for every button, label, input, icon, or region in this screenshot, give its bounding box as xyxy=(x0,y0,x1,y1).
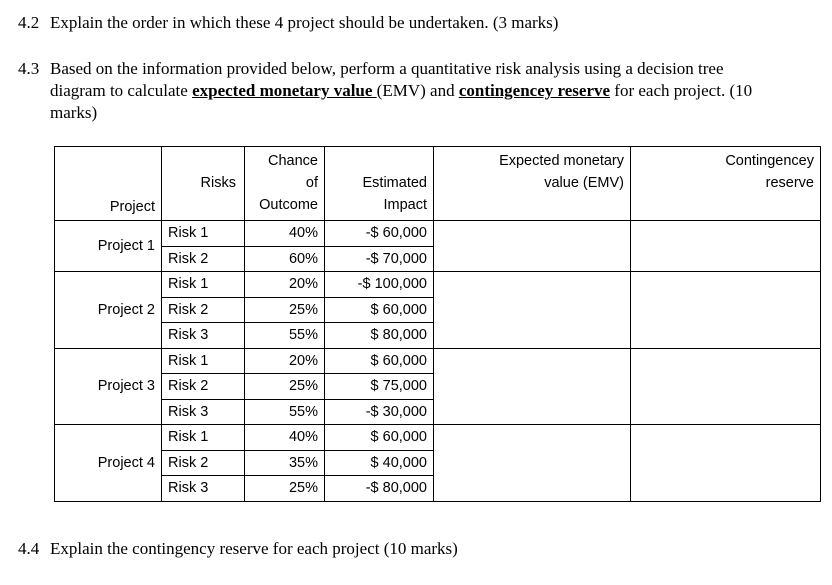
question-number: 4.4 xyxy=(18,539,40,558)
impact-cell: $ 60,000 xyxy=(325,297,434,323)
table-row xyxy=(55,221,821,247)
text-segment: for each project. (10 xyxy=(610,81,753,100)
impact-cell: -$ 80,000 xyxy=(325,476,434,502)
impact-cell: $ 60,000 xyxy=(325,348,434,374)
impact-cell: $ 80,000 xyxy=(325,323,434,349)
impact-cell: -$ 70,000 xyxy=(325,246,434,272)
header-risks xyxy=(162,147,245,221)
chance-cell: 40% xyxy=(245,425,325,451)
emv-input-cell[interactable] xyxy=(434,425,631,502)
project-name-cell: Project 4 xyxy=(55,425,162,502)
impact-cell: $ 75,000 xyxy=(325,374,434,400)
risk-cell: Risk 1 xyxy=(162,425,245,451)
contingency-input-cell[interactable] xyxy=(631,221,821,272)
chance-cell: 20% xyxy=(245,348,325,374)
project-name-cell: Project 2 xyxy=(55,272,162,349)
chance-cell: 25% xyxy=(245,297,325,323)
impact-cell: -$ 100,000 xyxy=(325,272,434,298)
header-impact-line: Impact xyxy=(383,197,427,213)
header-risks-label: Risks xyxy=(200,175,236,191)
header-contingency xyxy=(631,147,821,221)
reserve-term: contingencey reserve xyxy=(458,81,611,100)
header-emv-line: value (EMV) xyxy=(544,175,624,191)
risk-table-body xyxy=(55,221,821,502)
risk-cell: Risk 3 xyxy=(162,399,245,425)
risk-cell: Risk 3 xyxy=(162,323,245,349)
impact-cell: -$ 30,000 xyxy=(325,399,434,425)
contingency-input-cell[interactable] xyxy=(631,425,821,502)
chance-cell: 20% xyxy=(245,272,325,298)
question-text-line-1: Based on the information provided below, perform a quantitative risk analysis using a decision tree xyxy=(50,59,724,78)
question-text-line-3: marks) xyxy=(50,103,98,122)
risk-table xyxy=(54,146,821,502)
risk-cell: Risk 2 xyxy=(162,246,245,272)
table-row xyxy=(55,348,821,374)
emv-input-cell[interactable] xyxy=(434,221,631,272)
table-row xyxy=(55,272,821,298)
contingency-input-cell[interactable] xyxy=(631,272,821,349)
emv-input-cell[interactable] xyxy=(434,348,631,425)
header-contingency-line: reserve xyxy=(765,175,814,191)
emv-term: expected monetary value xyxy=(192,81,377,100)
question-number: 4.2 xyxy=(18,13,40,32)
header-chance xyxy=(245,147,325,221)
emv-input-cell[interactable] xyxy=(434,272,631,349)
header-chance-line: Outcome xyxy=(259,197,318,213)
risk-cell: Risk 2 xyxy=(162,297,245,323)
question-4-4 xyxy=(18,538,458,560)
risk-cell: Risk 1 xyxy=(162,272,245,298)
question-text: Explain the contingency reserve for each project (10 marks) xyxy=(50,539,458,558)
project-name-cell: Project 1 xyxy=(55,221,162,272)
question-4-3 xyxy=(18,58,752,124)
header-emv xyxy=(434,147,631,221)
project-name-cell: Project 3 xyxy=(55,348,162,425)
header-chance-line: Chance xyxy=(268,153,318,169)
header-impact-line: Estimated xyxy=(362,175,427,191)
question-number: 4.3 xyxy=(18,59,40,78)
risk-cell: Risk 2 xyxy=(162,374,245,400)
chance-cell: 35% xyxy=(245,450,325,476)
question-4-2 xyxy=(18,12,558,34)
chance-cell: 55% xyxy=(245,323,325,349)
header-chance-line: of xyxy=(305,175,318,191)
text-segment: diagram to calculate xyxy=(50,81,193,100)
question-text-line-2 xyxy=(18,80,752,102)
risk-cell: Risk 1 xyxy=(162,348,245,374)
risk-cell: Risk 2 xyxy=(162,450,245,476)
question-text: Explain the order in which these 4 project should be undertaken. (3 marks) xyxy=(50,13,559,32)
contingency-input-cell[interactable] xyxy=(631,348,821,425)
table-row xyxy=(55,425,821,451)
risk-cell: Risk 3 xyxy=(162,476,245,502)
impact-cell: -$ 60,000 xyxy=(325,221,434,247)
header-emv-line: Expected monetary xyxy=(499,153,624,169)
chance-cell: 55% xyxy=(245,399,325,425)
chance-cell: 25% xyxy=(245,374,325,400)
text-segment: (EMV) and xyxy=(376,81,459,100)
impact-cell: $ 60,000 xyxy=(325,425,434,451)
impact-cell: $ 40,000 xyxy=(325,450,434,476)
chance-cell: 40% xyxy=(245,221,325,247)
header-contingency-line: Contingencey xyxy=(725,153,814,169)
header-impact xyxy=(325,147,434,221)
chance-cell: 25% xyxy=(245,476,325,502)
risk-cell: Risk 1 xyxy=(162,221,245,247)
header-project: Project xyxy=(55,147,162,221)
header-row xyxy=(55,147,821,221)
chance-cell: 60% xyxy=(245,246,325,272)
